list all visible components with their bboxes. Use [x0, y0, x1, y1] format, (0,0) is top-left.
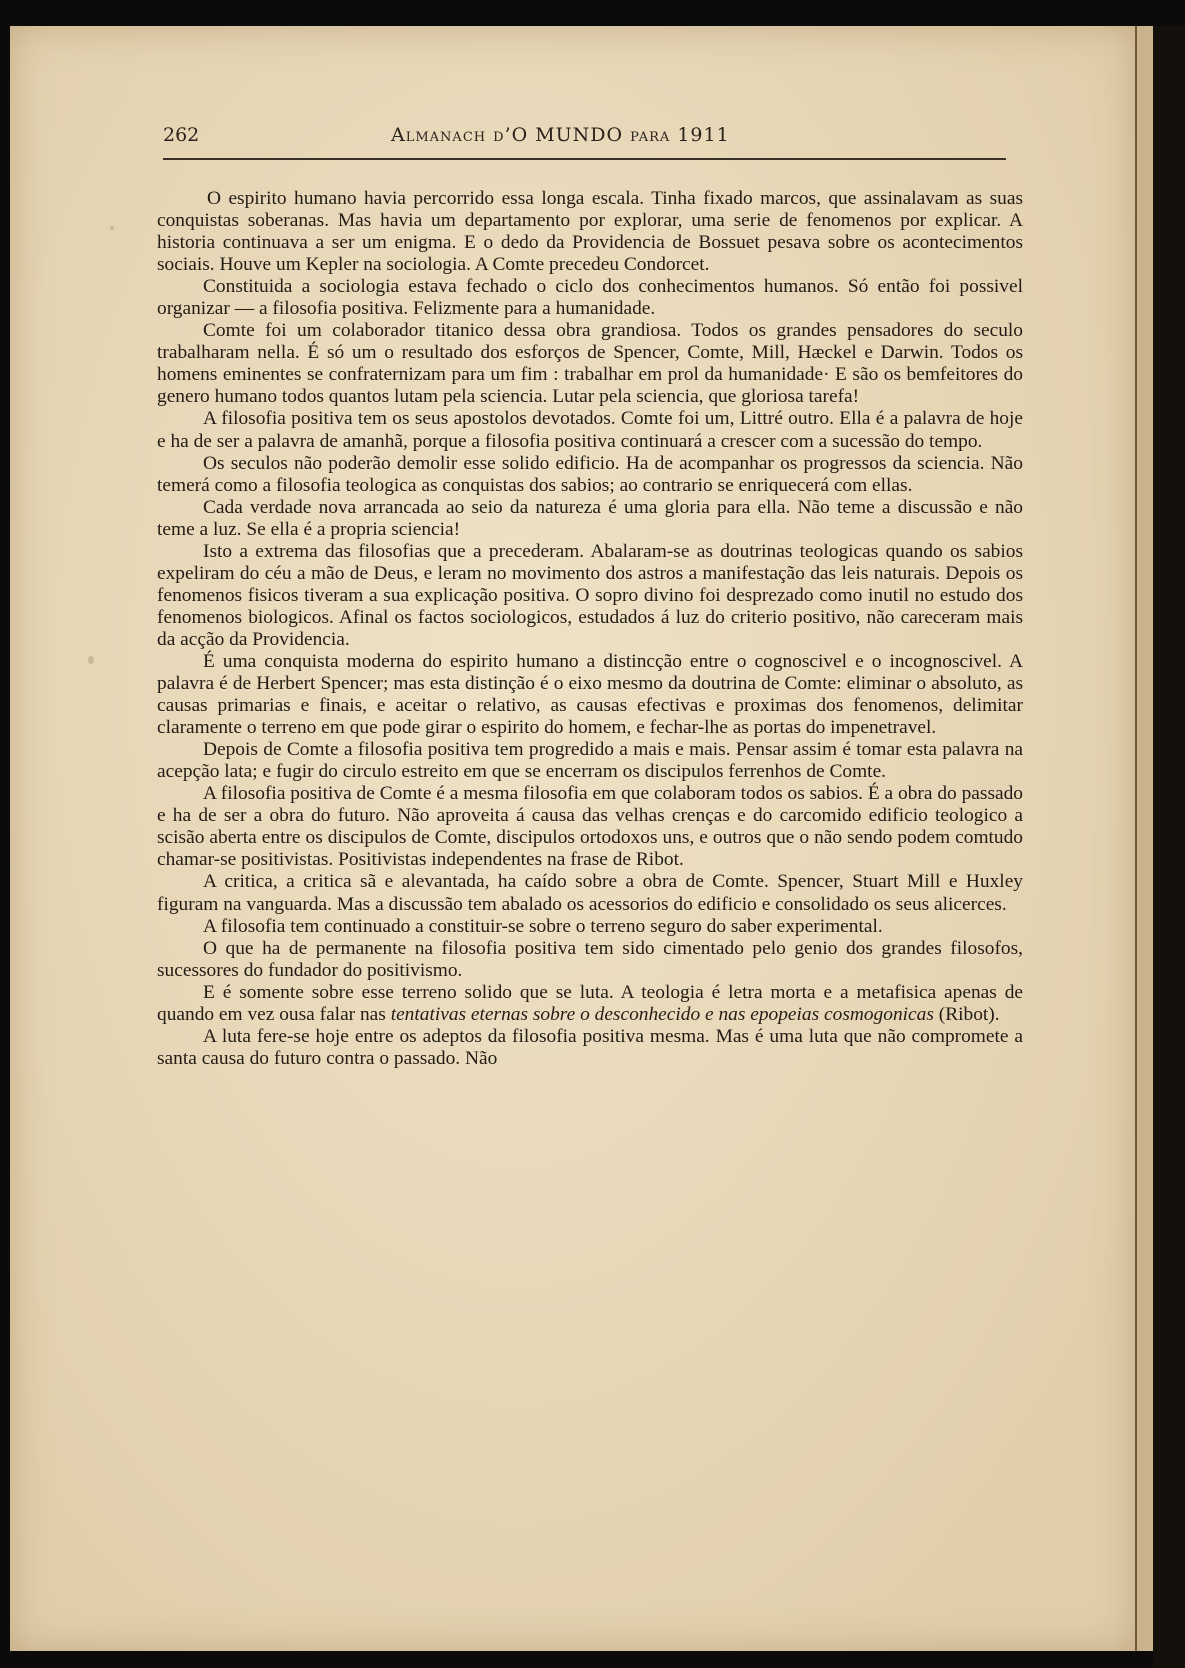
paragraph: A critica, a critica sã e alevantada, ha caído sobre a obra de Comte. Spencer, Stuart Mill e Huxley figuram na vanguarda. Mas a discussão tem abalado os acessorios do edificio e consolidado os seus alicerces. — [157, 871, 1023, 915]
page-number: 262 — [163, 124, 200, 146]
paper-stain — [88, 656, 94, 664]
paragraph: O espirito humano havia percorrido essa longa escala. Tinha fixado marcos, que assinalavam as suas conquistas soberanas. Mas havia um departamento por explorar, uma serie de fenomenos por explicar. A historia continuava a ser um enigma. E o dedo da Providencia de Bossuet pesava sobre os acontecimentos sociais. Houve um Kepler na sociologia. A Comte precedeu Condorcet. — [157, 188, 1023, 276]
paragraph: É uma conquista moderna do espirito humano a distincção entre o cognoscivel e o incognoscivel. A palavra é de Herbert Spencer; mas esta distinção é o eixo mesmo da doutrina de Comte: eliminar o absoluto, as causas primarias e finais, e aceitar o relativo, as causas efectivas e proximas dos fenomenos, delimitar claramente o terreno em que pode girar o espirito do homem, e fechar-lhe as portas do impenetravel. — [157, 650, 1023, 739]
page-header — [163, 120, 1006, 160]
paragraph: Isto a extrema das filosofias que a precederam. Abalaram-se as doutrinas teologicas quando os sabios expeliram do céu a mão de Deus, e leram no movimento dos astros a manifestação das leis naturais. Depois os fenomenos fisicos tiveram a sua explicação positiva. O sopro divino foi desprezado como inutil no estudo dos fenomenos biologicos. Afinal os factos sociologicos, estudados á luz do criterio positivo, não careceram mais da acção da Providencia. — [157, 540, 1023, 650]
scan-border — [1153, 26, 1185, 1668]
paragraph: A filosofia positiva tem os seus apostolos devotados. Comte foi um, Littré outro. Ella é a palavra de hoje e ha de ser a palavra de amanhã, porque a filosofia positiva continuará a crescer com a sucessão do tempo. — [157, 408, 1023, 452]
paragraph: A luta fere-se hoje entre os adeptos da filosofia positiva mesma. Mas é uma luta que não compromete a santa causa do futuro contra o passado. Não — [157, 1025, 1023, 1069]
paragraph: Os seculos não poderão demolir esse solido edificio. Ha de acompanhar os progressos da sciencia. Não temerá como a filosofia teologica as conquistas dos sabios; ao contrario se enriquecerá com ellas. — [157, 452, 1023, 496]
paragraph: O que ha de permanente na filosofia positiva tem sido cimentado pelo genio dos grandes filosofos, sucessores do fundador do positivismo. — [157, 937, 1023, 981]
paragraph: Depois de Comte a filosofia positiva tem progredido a mais e mais. Pensar assim é tomar esta palavra na acepção lata; e fugir do circulo estreito em que se encerram os discipulos ferrenhos de Comte. — [157, 739, 1023, 783]
header-rule — [163, 158, 1006, 160]
paragraph: A filosofia tem continuado a constituir-se sobre o terreno seguro do saber experimental. — [203, 915, 883, 937]
paper-stain — [110, 226, 114, 230]
paragraph: Cada verdade nova arrancada ao seio da natureza é uma gloria para ella. Não teme a discussão e não teme a luz. Se ella é a propria sciencia! — [157, 496, 1023, 540]
paragraph-text: E é somente sobre esse terreno solido que se luta. A teologia é letra morta e a metafisica apenas de quando em vez ousa falar nas — [157, 981, 1023, 1025]
running-title: Almanach d’O MUNDO para 1911 — [391, 124, 730, 146]
paragraph: Constituida a sociologia estava fechado o ciclo dos conhecimentos humanos. Só então foi possivel organizar — a filosofia positiva. Felizmente para a humanidade. — [157, 276, 1023, 320]
italic-quote: tentativas eternas sobre o desconhecido e nas epopeias cosmogonicas — [390, 1003, 934, 1025]
paragraph: A filosofia positiva de Comte é a mesma filosofia em que colaboram todos os sabios. É a obra do passado e ha de ser a obra do futuro. Não aproveita á causa das velhas crenças e do carcomido edificio teologico a scisão aberta entre os discipulos de Comte, discipulos ortodoxos uns, e outros que o não sendo podem comtudo chamar-se positivistas. Positivistas independentes na frase de Ribot. — [157, 783, 1023, 871]
paragraph-text: (Ribot). — [933, 1003, 1000, 1025]
article-body — [157, 188, 1023, 1070]
paragraph: Comte foi um colaborador titanico dessa obra grandiosa. Todos os grandes pensadores do seculo trabalharam nella. É só um o resultado dos esforços de Spencer, Comte, Mill, Hæckel e Darwin. Todos os homens eminentes se confraternizam para um fim : trabalhar em prol da humanidade· E são os bemfeitores do genero humano todos quantos lutam pela sciencia. Lutar pela sciencia, que gloriosa tarefa! — [157, 320, 1023, 408]
page-edge — [1135, 26, 1155, 1651]
paragraph-with-quote — [157, 982, 1023, 1026]
